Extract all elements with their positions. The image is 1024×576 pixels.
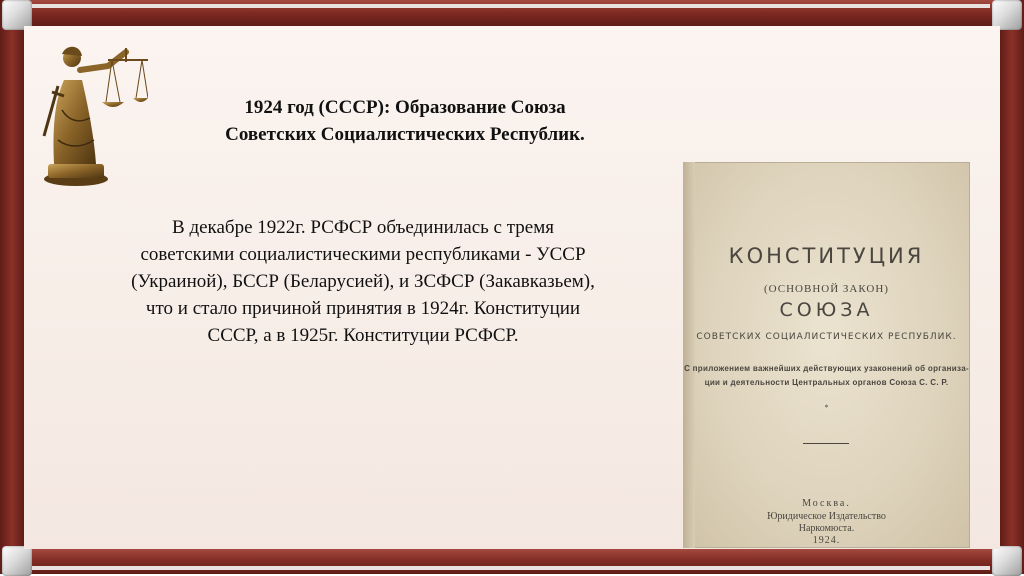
cover-narkom: Наркомюста. — [798, 523, 855, 534]
cover-note-line: ции и деятельности Центральных органов Союза С. С. Р. — [704, 378, 949, 387]
body-line: СССР, а в 1925г. Конституции РСФСР. — [207, 325, 519, 346]
frame-corner — [992, 546, 1022, 576]
themis-statue-icon — [38, 40, 148, 188]
cover-divider — [803, 443, 849, 444]
slide-title-line: 1924 год (СССР): Образование Союза — [244, 97, 566, 118]
cover-union: СОЮЗА — [779, 299, 874, 321]
frame-right — [1000, 0, 1024, 574]
constitution-cover-image — [683, 162, 970, 548]
cover-spine — [683, 162, 695, 548]
frame-corner — [2, 546, 32, 576]
cover-publisher: Юридическое Издательство — [767, 511, 886, 522]
body-line: советскими социалистическими республиками - УССР — [140, 244, 586, 265]
cover-title: КОНСТИТУЦИЯ — [728, 244, 925, 268]
body-line: (Украиной), БССР (Беларусией), и ЗСФСР (Закавказьем), — [131, 271, 595, 292]
slide-title — [170, 94, 640, 148]
cover-star: * — [824, 403, 829, 412]
frame-rail-top — [30, 4, 990, 8]
frame-bottom — [0, 549, 1024, 574]
frame-rail-bottom — [30, 566, 990, 570]
slide-body — [108, 214, 618, 349]
cover-year: 1924. — [812, 535, 841, 546]
frame-left — [0, 0, 24, 574]
cover-republics: СОВЕТСКИХ СОЦИАЛИСТИЧЕСКИХ РЕСПУБЛИК. — [696, 332, 957, 342]
cover-city: Москва. — [802, 498, 851, 509]
cover-note-line: С приложением важнейших действующих узаконений об организа- — [684, 364, 969, 373]
cover-subtitle: (ОСНОВНОЙ ЗАКОН) — [764, 283, 889, 295]
body-line: что и стало причиной принятия в 1924г. Конституции — [145, 298, 581, 319]
slide-title-line: Советских Социалистических Республик. — [225, 124, 585, 145]
body-line: В декабре 1922г. РСФСР объединилась с тремя — [172, 217, 554, 238]
